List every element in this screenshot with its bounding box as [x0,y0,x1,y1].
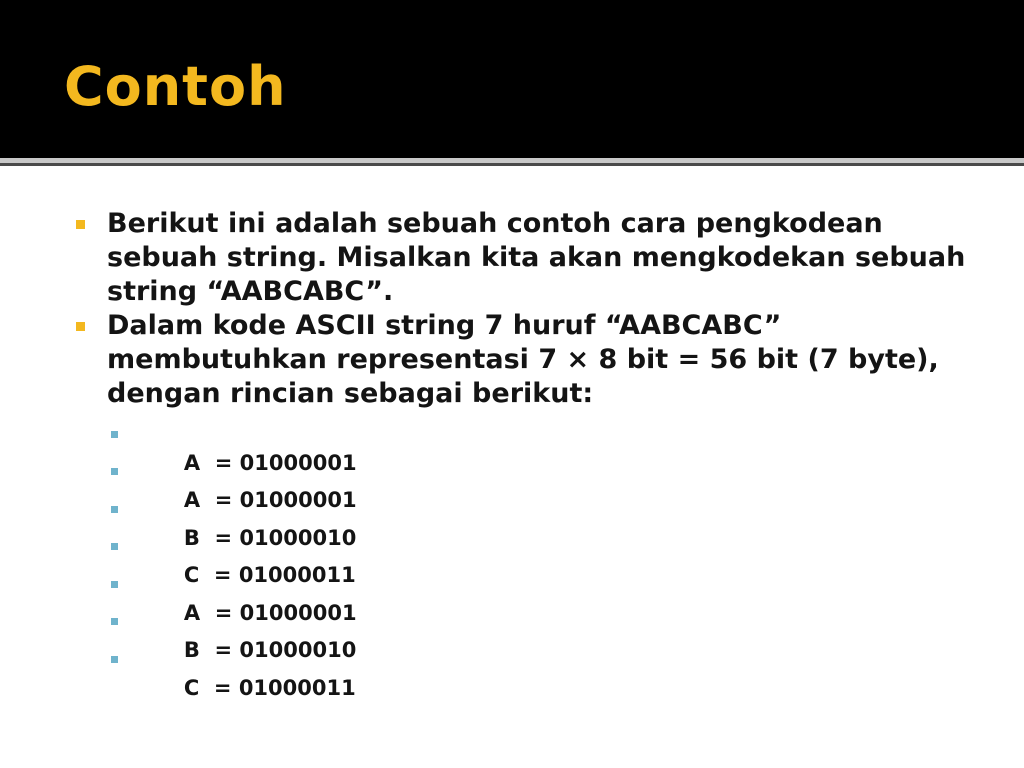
sub-bullet-item [140,646,356,730]
sub-bullet-text: C = 01000011 [183,676,356,700]
square-bullet-icon [111,581,118,588]
sub-bullet-text: A = 01000001 [183,488,357,512]
sub-bullet-text: B = 01000010 [183,638,357,662]
slide-title: Contoh [64,55,287,118]
bullet-text: Dalam kode ASCII string 7 huruf “AABCABC” membutuhkan representasi 7 × 8 bit = 56 bit (7 byte), dengan rincian sebagai berikut: [107,310,939,409]
square-bullet-icon [111,431,118,438]
sub-bullet-text: A = 01000001 [183,601,357,625]
bullet-item [107,207,987,309]
bullet-item [107,309,987,411]
sub-bullet-text: B = 01000010 [183,526,357,550]
square-bullet-icon [111,468,118,475]
title-band [0,0,1024,158]
square-bullet-icon [111,506,118,513]
sub-bullet-text: C = 01000011 [183,563,356,587]
square-bullet-icon [111,656,118,663]
square-bullet-icon [76,220,85,229]
square-bullet-icon [111,543,118,550]
sub-bullet-text: A = 01000001 [183,451,357,475]
square-bullet-icon [76,322,85,331]
bullet-text: Berikut ini adalah sebuah contoh cara pengkodean sebuah string. Misalkan kita akan mengkodekan sebuah string “AABCABC”. [107,208,966,307]
title-divider-dark [0,163,1024,166]
square-bullet-icon [111,618,118,625]
